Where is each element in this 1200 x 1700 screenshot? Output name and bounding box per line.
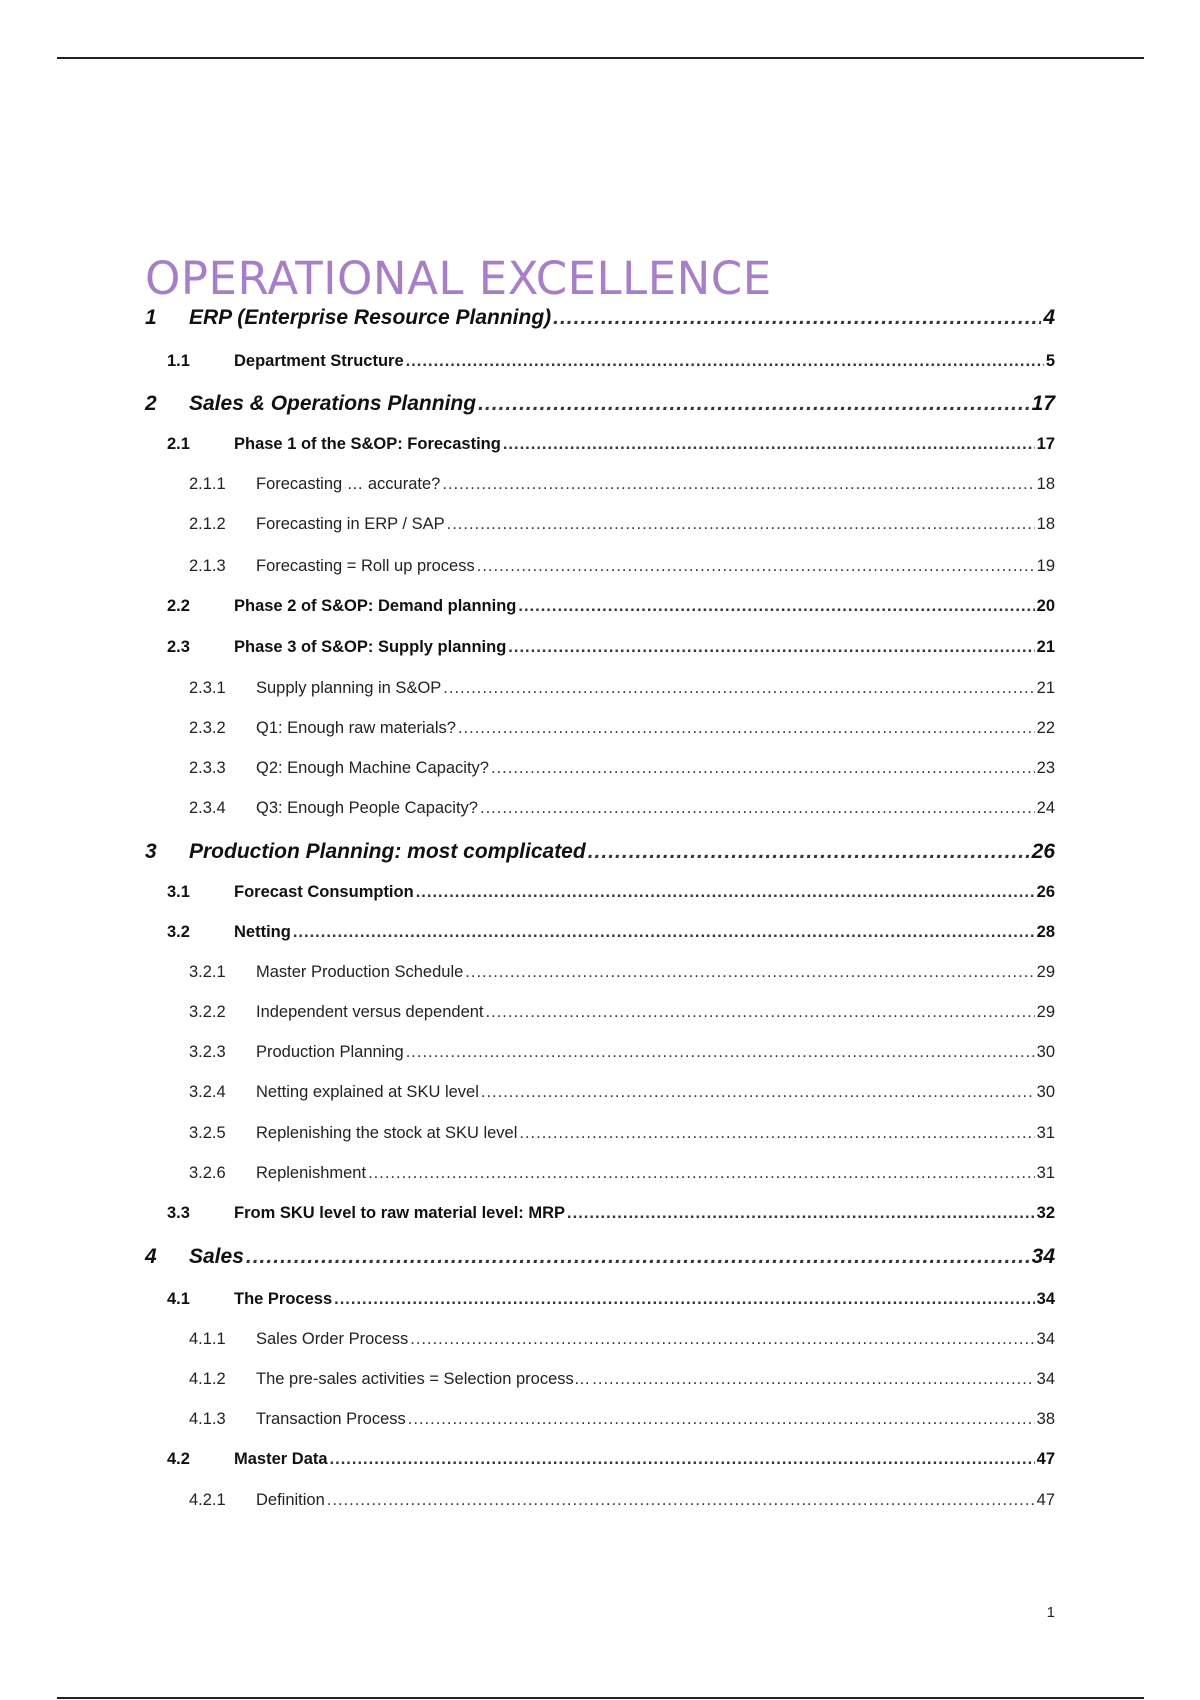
toc-entry-number: 4.1 <box>167 1290 190 1308</box>
toc-entry[interactable] <box>189 557 1055 576</box>
toc-entry-page: 23 <box>1036 759 1055 777</box>
toc-entry-number: 2.3 <box>167 638 190 656</box>
toc-entry-label: Phase 3 of S&OP: Supply planning <box>234 638 507 656</box>
toc-dot-leader <box>330 1450 1035 1469</box>
toc-entry-page: 17 <box>1036 435 1055 453</box>
toc-dot-leader <box>588 840 1030 864</box>
toc-dot-leader <box>327 1491 1035 1510</box>
toc-dot-leader <box>592 1370 1034 1389</box>
toc-entry-number: 1 <box>145 306 157 329</box>
toc-entry[interactable] <box>189 799 1055 818</box>
toc-entry-label: Transaction Process <box>256 1410 406 1428</box>
toc-entry[interactable] <box>189 963 1055 982</box>
toc-dot-leader <box>508 638 1034 657</box>
toc-dot-leader <box>478 392 1030 416</box>
toc-entry-number: 3.1 <box>167 883 190 901</box>
toc-entry-label: Forecasting in ERP / SAP <box>256 515 445 533</box>
toc-entry-number: 2.1.2 <box>189 515 226 533</box>
toc-entry-page: 47 <box>1036 1450 1055 1468</box>
toc-entry-page: 31 <box>1036 1124 1055 1142</box>
toc-entry[interactable] <box>189 1003 1055 1022</box>
toc-entry-label: Replenishment <box>256 1164 367 1182</box>
toc-entry-number: 1.1 <box>167 352 190 370</box>
page-number: 1 <box>1046 1604 1055 1621</box>
toc-dot-leader <box>518 597 1034 616</box>
toc-dot-leader <box>503 435 1035 454</box>
toc-entry[interactable] <box>189 719 1055 738</box>
toc-entry-number: 3.2.5 <box>189 1124 226 1142</box>
toc-dot-leader <box>458 719 1035 738</box>
toc-entry-number: 3.2.3 <box>189 1043 226 1061</box>
document-title: OPERATIONAL EXCELLENCE <box>145 252 772 306</box>
toc-entry-label: Master Data <box>234 1450 328 1468</box>
toc-dot-leader <box>491 759 1035 778</box>
toc-entry[interactable] <box>189 1124 1055 1143</box>
toc-dot-leader <box>486 1003 1035 1022</box>
toc-entry-label: Q1: Enough raw materials? <box>256 719 456 737</box>
toc-dot-leader <box>334 1290 1035 1309</box>
toc-dot-leader <box>293 923 1035 942</box>
toc-entry-page: 21 <box>1036 679 1055 697</box>
toc-entry[interactable] <box>189 1330 1055 1349</box>
toc-entry-number: 3 <box>145 840 157 863</box>
toc-entry-page: 34 <box>1031 1245 1055 1268</box>
toc-entry-label: The Process <box>234 1290 333 1308</box>
toc-entry-label: Production Planning <box>256 1043 404 1061</box>
toc-entry-number: 2.2 <box>167 597 190 615</box>
toc-entry-page: 21 <box>1036 638 1055 656</box>
toc-entry-label: Q2: Enough Machine Capacity? <box>256 759 489 777</box>
toc-entry-page: 34 <box>1036 1330 1055 1348</box>
toc-entry[interactable] <box>189 515 1055 534</box>
toc-entry-label: Netting explained at SKU level <box>256 1083 479 1101</box>
toc-entry-number: 3.3 <box>167 1204 190 1222</box>
toc-entry-number: 2.3.2 <box>189 719 226 737</box>
toc-dot-leader <box>410 1330 1034 1349</box>
toc-entry-label: Master Production Schedule <box>256 963 464 981</box>
toc-entry[interactable] <box>189 759 1055 778</box>
toc-entry-label: Phase 2 of S&OP: Demand planning <box>234 597 517 615</box>
toc-entry[interactable] <box>167 1290 1055 1309</box>
toc-entry[interactable] <box>189 1410 1055 1429</box>
toc-entry-label: Sales <box>189 1245 244 1268</box>
toc-dot-leader <box>408 1410 1035 1429</box>
toc-entry-label: Forecasting = Roll up process <box>256 557 475 575</box>
toc-entry-page: 5 <box>1045 352 1055 370</box>
toc-entry[interactable] <box>167 883 1055 902</box>
toc-entry-number: 4.2 <box>167 1450 190 1468</box>
toc-entry[interactable] <box>167 923 1055 942</box>
toc-entry-page: 4 <box>1043 306 1055 329</box>
toc-dot-leader <box>465 963 1034 982</box>
document-page <box>145 0 1055 1700</box>
toc-entry-label: Replenishing the stock at SKU level <box>256 1124 518 1142</box>
toc-entry-page: 19 <box>1036 557 1055 575</box>
toc-entry-number: 2.3.3 <box>189 759 226 777</box>
toc-entry[interactable] <box>189 1491 1055 1510</box>
toc-dot-leader <box>443 679 1034 698</box>
toc-entry[interactable] <box>167 1450 1055 1469</box>
toc-entry[interactable] <box>189 1043 1055 1062</box>
toc-dot-leader <box>481 1083 1035 1102</box>
toc-dot-leader <box>447 515 1035 534</box>
toc-dot-leader <box>246 1245 1030 1269</box>
toc-entry-number: 2.3.4 <box>189 799 226 817</box>
toc-entry-page: 38 <box>1036 1410 1055 1428</box>
toc-entry[interactable] <box>189 679 1055 698</box>
toc-entry[interactable] <box>189 1164 1055 1183</box>
toc-entry-page: 47 <box>1036 1491 1055 1509</box>
toc-entry-number: 3.2.2 <box>189 1003 226 1021</box>
toc-entry-label: Q3: Enough People Capacity? <box>256 799 478 817</box>
toc-entry-label: Phase 1 of the S&OP: Forecasting <box>234 435 501 453</box>
toc-entry-number: 4.2.1 <box>189 1491 226 1509</box>
toc-entry-number: 3.2.4 <box>189 1083 226 1101</box>
toc-entry-number: 4 <box>145 1245 157 1268</box>
toc-entry[interactable] <box>167 597 1055 616</box>
toc-entry-page: 31 <box>1036 1164 1055 1182</box>
toc-dot-leader <box>406 352 1044 371</box>
toc-entry-page: 18 <box>1036 475 1055 493</box>
footer-rule <box>57 1697 1144 1699</box>
toc-entry-number: 2.1.3 <box>189 557 226 575</box>
toc-entry[interactable] <box>167 1204 1055 1223</box>
toc-dot-leader <box>553 306 1041 330</box>
toc-entry-page: 18 <box>1036 515 1055 533</box>
toc-entry-page: 30 <box>1036 1043 1055 1061</box>
toc-dot-leader <box>416 883 1035 902</box>
toc-entry-label: Netting <box>234 923 291 941</box>
toc-entry-page: 17 <box>1031 392 1055 415</box>
toc-entry-page: 34 <box>1036 1370 1055 1388</box>
toc-entry-number: 2.3.1 <box>189 679 226 697</box>
toc-entry-page: 20 <box>1036 597 1055 615</box>
toc-dot-leader <box>442 475 1034 494</box>
toc-dot-leader <box>480 799 1035 818</box>
toc-entry-label: Sales & Operations Planning <box>189 392 477 415</box>
toc-entry-number: 2.1.1 <box>189 475 226 493</box>
toc-entry-number: 3.2.1 <box>189 963 226 981</box>
toc-dot-leader <box>477 557 1035 576</box>
toc-entry-page: 24 <box>1036 799 1055 817</box>
toc-entry-number: 2 <box>145 392 157 415</box>
toc-entry[interactable] <box>145 840 1055 864</box>
toc-entry-number: 4.1.2 <box>189 1370 226 1388</box>
toc-entry-page: 26 <box>1031 840 1055 863</box>
toc-entry-page: 22 <box>1036 719 1055 737</box>
toc-entry-label: From SKU level to raw material level: MRP <box>234 1204 566 1222</box>
toc-entry-page: 29 <box>1036 1003 1055 1021</box>
toc-entry[interactable] <box>145 392 1055 416</box>
toc-entry-page: 28 <box>1036 923 1055 941</box>
toc-entry-label: Forecast Consumption <box>234 883 414 901</box>
toc-entry-page: 32 <box>1036 1204 1055 1222</box>
toc-entry-label: Department Structure <box>234 352 404 370</box>
toc-entry-label: The pre-sales activities = Selection process… <box>256 1370 591 1388</box>
toc-dot-leader <box>406 1043 1035 1062</box>
toc-entry-number: 4.1.3 <box>189 1410 226 1428</box>
toc-entry-label: Supply planning in S&OP <box>256 679 442 697</box>
toc-entry[interactable] <box>167 638 1055 657</box>
toc-entry-label: Production Planning: most complicated <box>189 840 586 863</box>
toc-entry[interactable] <box>145 1245 1055 1269</box>
toc-entry-label: Forecasting … accurate? <box>256 475 441 493</box>
toc-entry-page: 34 <box>1036 1290 1055 1308</box>
toc-entry-number: 2.1 <box>167 435 190 453</box>
toc-entry[interactable] <box>189 1370 1055 1389</box>
toc-entry[interactable] <box>167 352 1055 371</box>
toc-entry-page: 29 <box>1036 963 1055 981</box>
toc-dot-leader <box>368 1164 1035 1183</box>
toc-entry-number: 3.2 <box>167 923 190 941</box>
toc-dot-leader <box>567 1204 1035 1223</box>
toc-entry-label: Definition <box>256 1491 325 1509</box>
toc-entry-number: 3.2.6 <box>189 1164 226 1182</box>
toc-entry-page: 30 <box>1036 1083 1055 1101</box>
toc-entry[interactable] <box>145 306 1055 330</box>
toc-entry-page: 26 <box>1036 883 1055 901</box>
toc-entry[interactable] <box>167 435 1055 454</box>
toc-entry[interactable] <box>189 1083 1055 1102</box>
toc-dot-leader <box>519 1124 1034 1143</box>
toc-entry-label: Independent versus dependent <box>256 1003 484 1021</box>
toc-entry-number: 4.1.1 <box>189 1330 226 1348</box>
toc-entry-label: ERP (Enterprise Resource Planning) <box>189 306 552 329</box>
toc-entry-label: Sales Order Process <box>256 1330 409 1348</box>
toc-entry[interactable] <box>189 475 1055 494</box>
